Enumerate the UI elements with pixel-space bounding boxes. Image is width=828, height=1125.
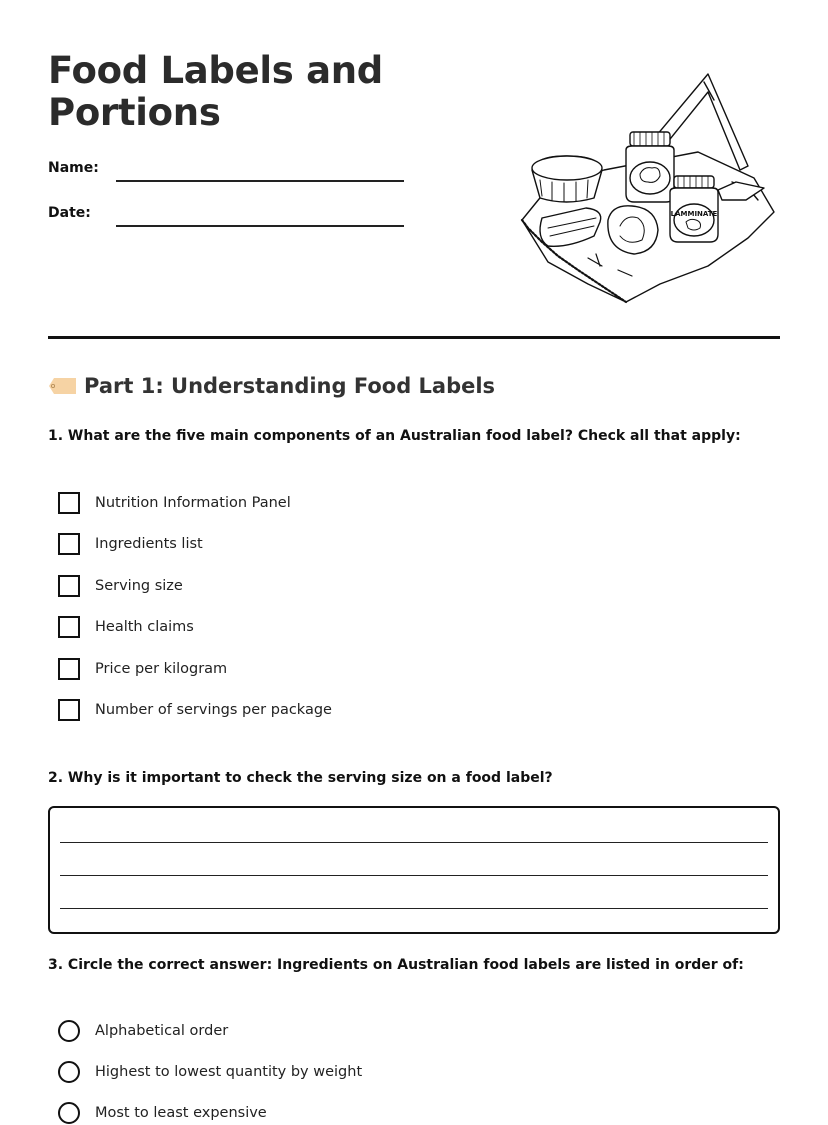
question-2: 2. Why is it important to check the serving size on a food label? — [48, 770, 553, 786]
q1-option[interactable] — [58, 698, 332, 722]
radio-circle[interactable] — [58, 1061, 80, 1083]
radio-circle[interactable] — [58, 1102, 80, 1124]
checkbox[interactable] — [58, 699, 80, 721]
q3-option[interactable] — [58, 1060, 362, 1084]
option-label: Ingredients list — [95, 536, 203, 552]
question-1: 1. What are the five main components of an Australian food label? Check all that apply: — [48, 428, 741, 444]
option-label: Highest to lowest quantity by weight — [95, 1064, 363, 1080]
writing-line — [60, 842, 768, 843]
q3-option[interactable] — [58, 1101, 267, 1125]
q1-option[interactable] — [58, 657, 227, 681]
page-title: Food Labels and Portions — [48, 49, 383, 134]
part1-heading-text: Part 1: Understanding Food Labels — [84, 374, 496, 398]
q1-option[interactable] — [58, 532, 203, 556]
checkbox[interactable] — [58, 492, 80, 514]
part1-heading — [48, 374, 495, 398]
q1-option[interactable] — [58, 615, 194, 639]
question-3: 3. Circle the correct answer: Ingredients on Australian food labels are listed in order of: — [48, 957, 744, 973]
date-field[interactable] — [116, 225, 404, 227]
option-label: Serving size — [95, 578, 183, 594]
name-label: Name: — [48, 160, 99, 176]
checkbox[interactable] — [58, 616, 80, 638]
name-field[interactable] — [116, 180, 404, 182]
picnic-food-illustration-icon — [508, 70, 780, 310]
q1-option[interactable] — [58, 574, 183, 598]
checkbox[interactable] — [58, 575, 80, 597]
answer-box[interactable] — [48, 806, 780, 934]
checkbox[interactable] — [58, 533, 80, 555]
svg-text:LAMMINATE: LAMMINATE — [670, 210, 718, 218]
q1-option[interactable] — [58, 491, 291, 515]
writing-line — [60, 908, 768, 909]
option-label: Alphabetical order — [95, 1023, 229, 1039]
section-divider — [48, 336, 780, 339]
checkbox[interactable] — [58, 658, 80, 680]
option-label: Price per kilogram — [95, 661, 228, 677]
option-label: Number of servings per package — [95, 702, 332, 718]
option-label: Most to least expensive — [95, 1105, 267, 1121]
tag-icon — [48, 377, 78, 395]
option-label: Health claims — [95, 619, 194, 635]
option-label: Nutrition Information Panel — [95, 495, 291, 511]
radio-circle[interactable] — [58, 1020, 80, 1042]
date-label: Date: — [48, 205, 91, 221]
q3-option[interactable] — [58, 1019, 228, 1043]
writing-line — [60, 875, 768, 876]
